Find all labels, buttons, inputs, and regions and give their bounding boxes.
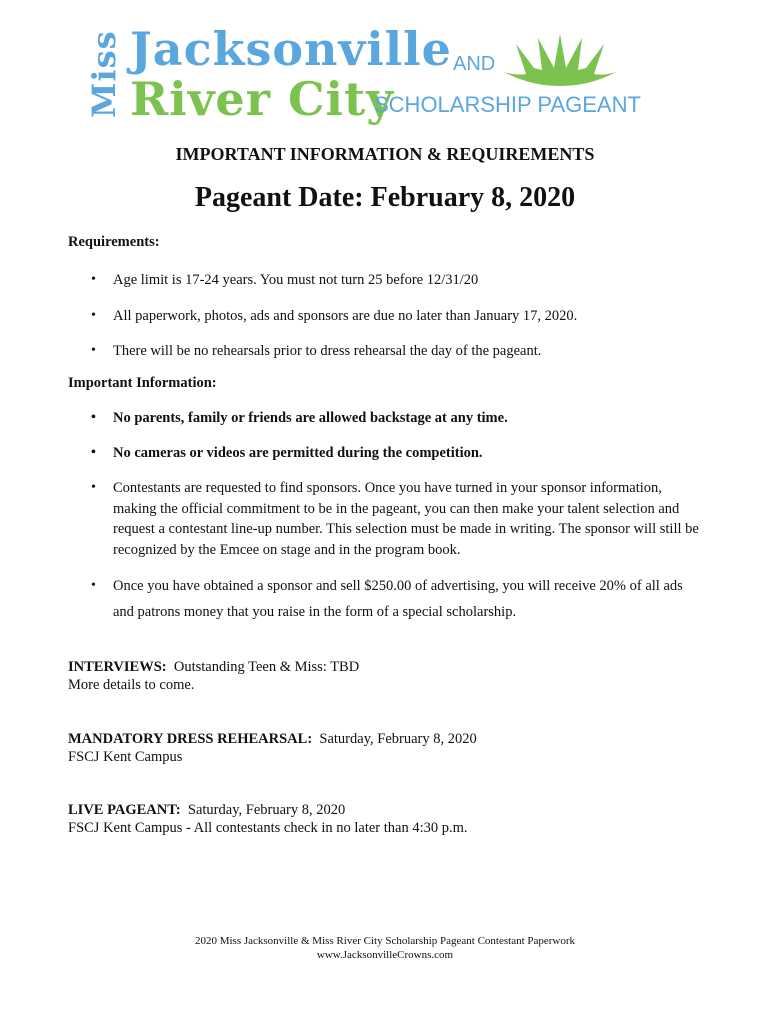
live-pageant-value: Saturday, February 8, 2020 xyxy=(187,802,346,818)
page-heading: IMPORTANT INFORMATION & REQUIREMENTS xyxy=(175,144,595,164)
interviews-note: More details to come. xyxy=(68,677,195,693)
page-footer xyxy=(0,934,770,962)
rehearsal-block xyxy=(68,730,477,766)
rehearsal-note: FSCJ Kent Campus xyxy=(68,749,183,765)
interviews-value: Outstanding Teen & Miss: TBD xyxy=(173,659,360,675)
list-item: • Once you have obtained a sponsor and sell $250.00 of advertising, you will receive 20% of all ads and patrons money that you raise in the form of a special scholarship. xyxy=(113,573,703,625)
logo-jacksonville-text: Jacksonville xyxy=(130,22,452,76)
logo-miss-text: Miss xyxy=(85,30,123,118)
live-pageant-block xyxy=(68,801,468,837)
list-item: • Contestants are requested to find sponsors. Once you have turned in your sponsor information, making the official commitment to be in the pageant, you can then make your talent selection and request a contestant line-up number. This selection must be made in writing. The sponsor will still be recognized by the Emcee on stage and in the program book. xyxy=(113,478,703,560)
logo-river-city-text: River City xyxy=(130,72,395,126)
pageant-date-title: Pageant Date: February 8, 2020 xyxy=(194,182,576,213)
live-pageant-note: FSCJ Kent Campus - All contestants check in no later than 4:30 p.m. xyxy=(68,820,468,836)
requirements-label: Requirements: xyxy=(68,234,160,250)
list-item: • No cameras or videos are permitted during the competition. xyxy=(113,443,703,463)
interviews-key: INTERVIEWS: xyxy=(68,659,167,675)
interviews-block xyxy=(68,658,359,694)
list-item: • Age limit is 17-24 years. You must not turn 25 before 12/31/20 xyxy=(113,270,703,290)
list-item: • All paperwork, photos, ads and sponsors are due no later than January 17, 2020. xyxy=(113,306,703,326)
pageant-logo xyxy=(85,22,641,132)
crown-icon xyxy=(500,32,620,94)
list-item: • No parents, family or friends are allowed backstage at any time. xyxy=(113,408,703,428)
list-item: • There will be no rehearsals prior to dress rehearsal the day of the pageant. xyxy=(113,341,703,361)
logo-and-text: AND xyxy=(453,53,496,75)
rehearsal-value: Saturday, February 8, 2020 xyxy=(319,731,477,747)
logo-scholarship-text: SCHOLARSHIP PAGEANT xyxy=(374,92,641,117)
footer-title: 2020 Miss Jacksonville & Miss River City Scholarship Pageant Contestant Paperwork xyxy=(194,935,576,947)
footer-website-link[interactable]: www.JacksonvilleCrowns.com xyxy=(316,949,454,961)
rehearsal-key: MANDATORY DRESS REHEARSAL: xyxy=(68,731,313,747)
live-pageant-key: LIVE PAGEANT: xyxy=(68,802,181,818)
important-info-label: Important Information: xyxy=(68,375,217,391)
